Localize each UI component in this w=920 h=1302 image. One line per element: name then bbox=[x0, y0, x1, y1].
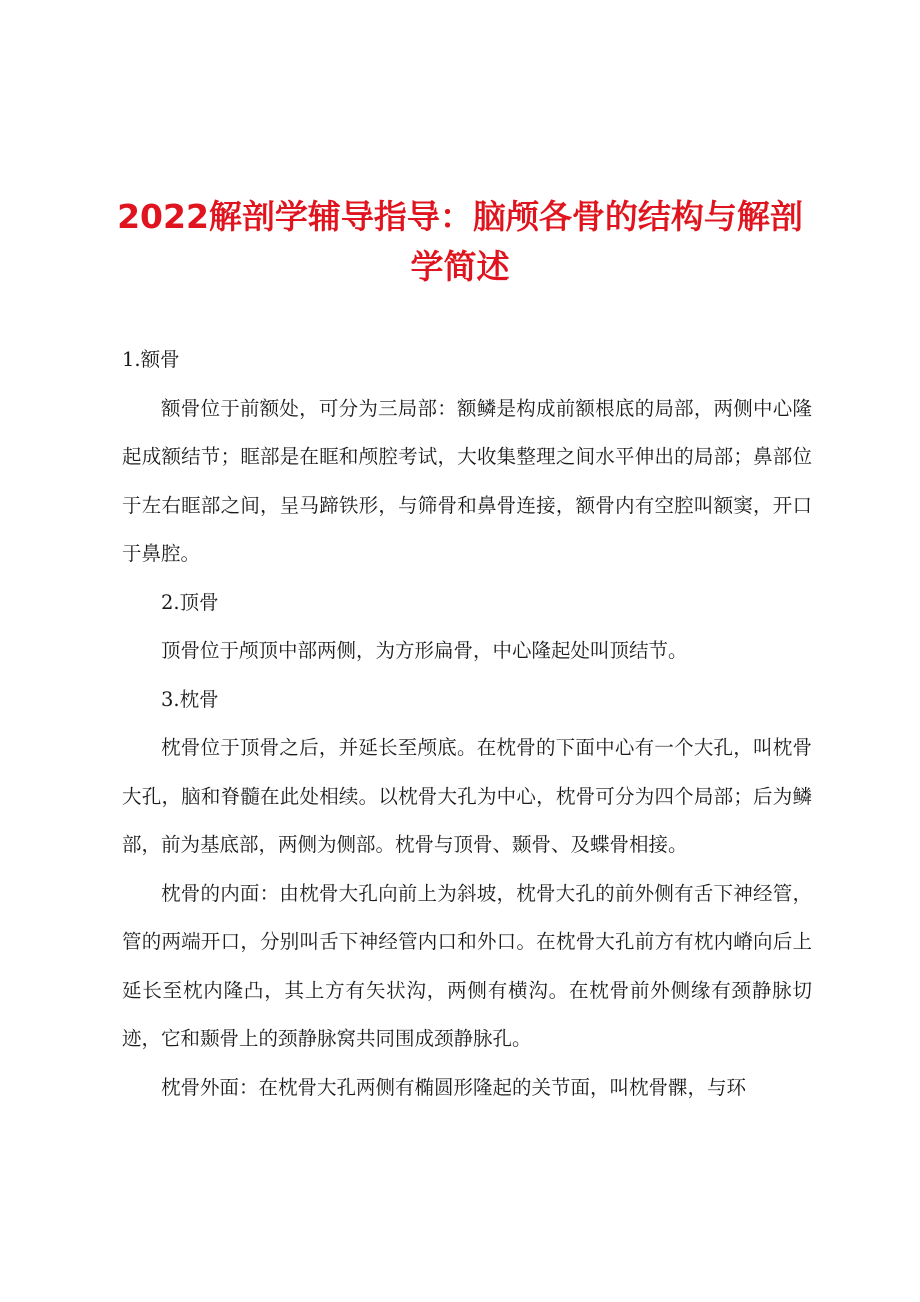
section-heading-parietal-bone: 2.顶骨 bbox=[161, 590, 219, 614]
title-line-2: 学简述 bbox=[410, 247, 510, 286]
paragraph-occipital-inner-surface: 枕骨的内面：由枕骨大孔向前上为斜坡，枕骨大孔的前外侧有舌下神经管，管的两端开口，分别叫舌下神经管内口和外口。在枕骨大孔前方有枕内嵴向后上延长至枕内隆凸，其上方有矢状沟，两侧有横沟。在枕骨前外侧缘有颈静脉切迹，它和颞骨上的颈静脉窝共同围成颈静脉孔。 bbox=[122, 881, 812, 1050]
paragraph-occipital-bone: 枕骨位于顶骨之后，并延长至颅底。在枕骨的下面中心有一个大孔，叫枕骨大孔，脑和脊髓在此处相续。以枕骨大孔为中心，枕骨可分为四个局部；后为鳞部，前为基底部，两侧为侧部。枕骨与顶骨、颞骨、及蝶骨相接。 bbox=[122, 736, 812, 856]
paragraph-frontal-bone: 额骨位于前额处，可分为三局部：额鳞是构成前额根底的局部，两侧中心隆起成额结节；眶部是在眶和颅腔考试，大收集整理之间水平伸出的局部；鼻部位于左右眶部之间，呈马蹄铁形，与筛骨和鼻骨连接，额骨内有空腔叫额窦，开口于鼻腔。 bbox=[122, 396, 812, 565]
paragraph-occipital-outer-surface: 枕骨外面：在枕骨大孔两侧有椭圆形隆起的关节面，叫枕骨髁，与环 bbox=[161, 1075, 747, 1099]
page-title bbox=[110, 192, 810, 292]
paragraph-parietal-bone: 顶骨位于颅顶中部两侧，为方形扁骨，中心隆起处叫顶结节。 bbox=[161, 639, 688, 662]
title-line-1: 2022解剖学辅导指导：脑颅各骨的结构与解剖 bbox=[117, 197, 803, 236]
section-heading-frontal-bone: 1.额骨 bbox=[122, 348, 180, 371]
document-body bbox=[122, 336, 812, 1112]
section-heading-occipital-bone: 3.枕骨 bbox=[161, 687, 219, 711]
